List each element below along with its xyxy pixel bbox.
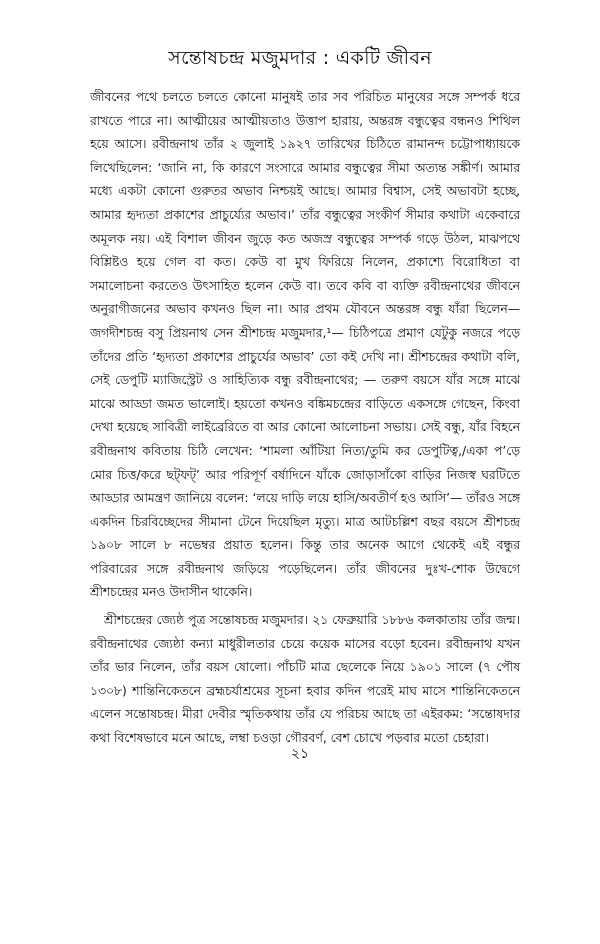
paragraph-2: শ্রীশচন্দ্রের জ্যেষ্ঠ পুত্র সন্তোষচন্দ্র মজুমদার। ২১ ফেব্রুয়ারি ১৮৮৬ কলকাতায় তাঁর জন্ম। রবীন্দ্রনাথের জ্যেষ্ঠা কন্যা মাধুরীলতার চেয়ে কয়েক মাসের বড়ো হবেন। রবীন্দ্রনাথ যখন তাঁর ভার নিলেন, তাঁর বয়স ষোলো। পাঁচটি মাত্র ছেলেকে নিয়ে ১৯০১ সালে (৭ পৌষ ১৩০৮) শান্তিনিকেতনে ব্রহ্মচর্যাশ্রমের সূচনা হবার কদিন পরেই মাঘ মাসে শান্তিনিকেতনে এলেন সন্তোষচন্দ্র। মীরা দেবীর স্মৃতিকথায় তাঁর যে পরিচয় আছে তা এইরকম: ‘সন্তোষদার কথা বিশেষভাবে মনে আছে, লম্বা চওড়া গৌরবর্ণ, বেশ চোখে পড়বার মতো চেহারা। bbox=[90, 613, 520, 746]
page-number: ২১ bbox=[290, 746, 310, 762]
paragraph-1: জীবনের পথে চলতে চলতে কোনো মানুষই তার সব পরিচিত মানুষের সঙ্গে সম্পর্ক ধরে রাখতে পারে না। আত্মীয়ের আত্মীয়তাও উত্তাপ হারায়, অন্তরঙ্গ বন্ধুত্বের বন্ধনও শিথিল হয়ে আসে। রবীন্দ্রনাথ তাঁর ২ জুলাই ১৯২৭ তারিখের চিঠিতে রামানন্দ চট্টোপাধ্যায়কে লিখেছিলেন: ‘জানি না, কি কারণে সংসারে আমার বন্ধুত্বের সীমা অত্যন্ত সঙ্কীর্ণ। আমার মধ্যে একটা কোনো গুরুতর অভাব নিশ্চয়ই আছে। আমার বিশ্বাস, সেই অভাবটা হচ্ছে, আমার হৃদ্যতা প্রকাশের প্রাচুর্য্যের অভাব।’ তাঁর বন্ধুত্বের সংকীর্ণ সীমার কথাটা একেবারে অমূলক নয়। এই বিশাল জীবন জুড়ে কত অজস্র বন্ধুত্বের সম্পর্ক গড়ে উঠল, মাঝপথে বিশ্লিষ্টও হয়ে গেল বা কত। কেউ বা মুখ ফিরিয়ে নিলেন, প্রকাশ্যে বিরোধিতা বা সমালোচনা করতেও উৎসাহিত হলেন কেউ বা। তবে কবি বা ব্যক্তি রবীন্দ্রনাথের জীবনে অনুরাগীজনের অভাব কখনও ছিল না। আর প্রথম যৌবনে অন্তরঙ্গ বন্ধু যাঁরা ছিলেন— জগদীশচন্দ্র বসু প্রিয়নাথ সেন শ্রীশচন্দ্র মজুমদার,¹— চিঠিপত্রে প্রমাণ যেটুকু নজরে পড়ে তাঁদের প্রতি ‘হৃদ্যতা প্রকাশের প্রাচুর্যের অভাব’ তো কই দেখি না। শ্রীশচন্দ্রের কথাটা বলি, সেই ডেপুটি ম্যাজিস্ট্রেট ও সাহিত্যিক বন্ধু রবীন্দ্রনাথের; — তরুণ বয়সে যাঁর সঙ্গে মাঝে মাঝে আড্ডা জমত ভালোই। হয়তো কখনও বঙ্কিমচন্দ্রের বাড়িতে একসঙ্গে গেছেন, কিংবা দেখা হয়েছে সাবিত্রী লাইব্রেরিতে বা আর কোনো আলোচনা সভায়। সেই বন্ধু, যাঁর বিহনে রবীন্দ্রনাথ কবিতায় চিঠি লেখেন: ‘শামলা আঁটিয়া নিত্য/তুমি কর ডেপুটিত্ব,/একা প’ড়ে মোর চিত্ত/করে ছট্‌ফট্’ আর পরিপূর্ণ বর্ষাদিনে যাঁকে জোড়াসাঁকো বাড়ির নিজস্ব ঘরটিতে আড্ডার আমন্ত্রণ জানিয়ে বলেন: ‘লয়ে দাড়ি লয়ে হাসি/অবতীর্ণ হও আসি’— তাঁরও সঙ্গে একদিন চিরবিচ্ছেদের সীমানা টেনে দিয়েছিল মৃত্যু। মাত্র আটচল্লিশ বছর বয়সে শ্রীশচন্দ্র ১৯০৮ সালে ৮ নভেম্বর প্রয়াত হলেন। কিন্তু তার অনেক আগে থেকেই এই বন্ধুর পরিবারের সঙ্গে রবীন্দ্রনাথ জড়িয়ে পড়েছিলেন। তাঁর জীবনের দুঃখ-শোক উদ্বেগে শ্রীশচন্দ্রের মনও উদাসীন থাকেনি। bbox=[90, 90, 520, 600]
body-text bbox=[90, 86, 520, 751]
running-head: সন্তোষচন্দ্র মজুমদার : একটি জীবন bbox=[168, 47, 432, 69]
